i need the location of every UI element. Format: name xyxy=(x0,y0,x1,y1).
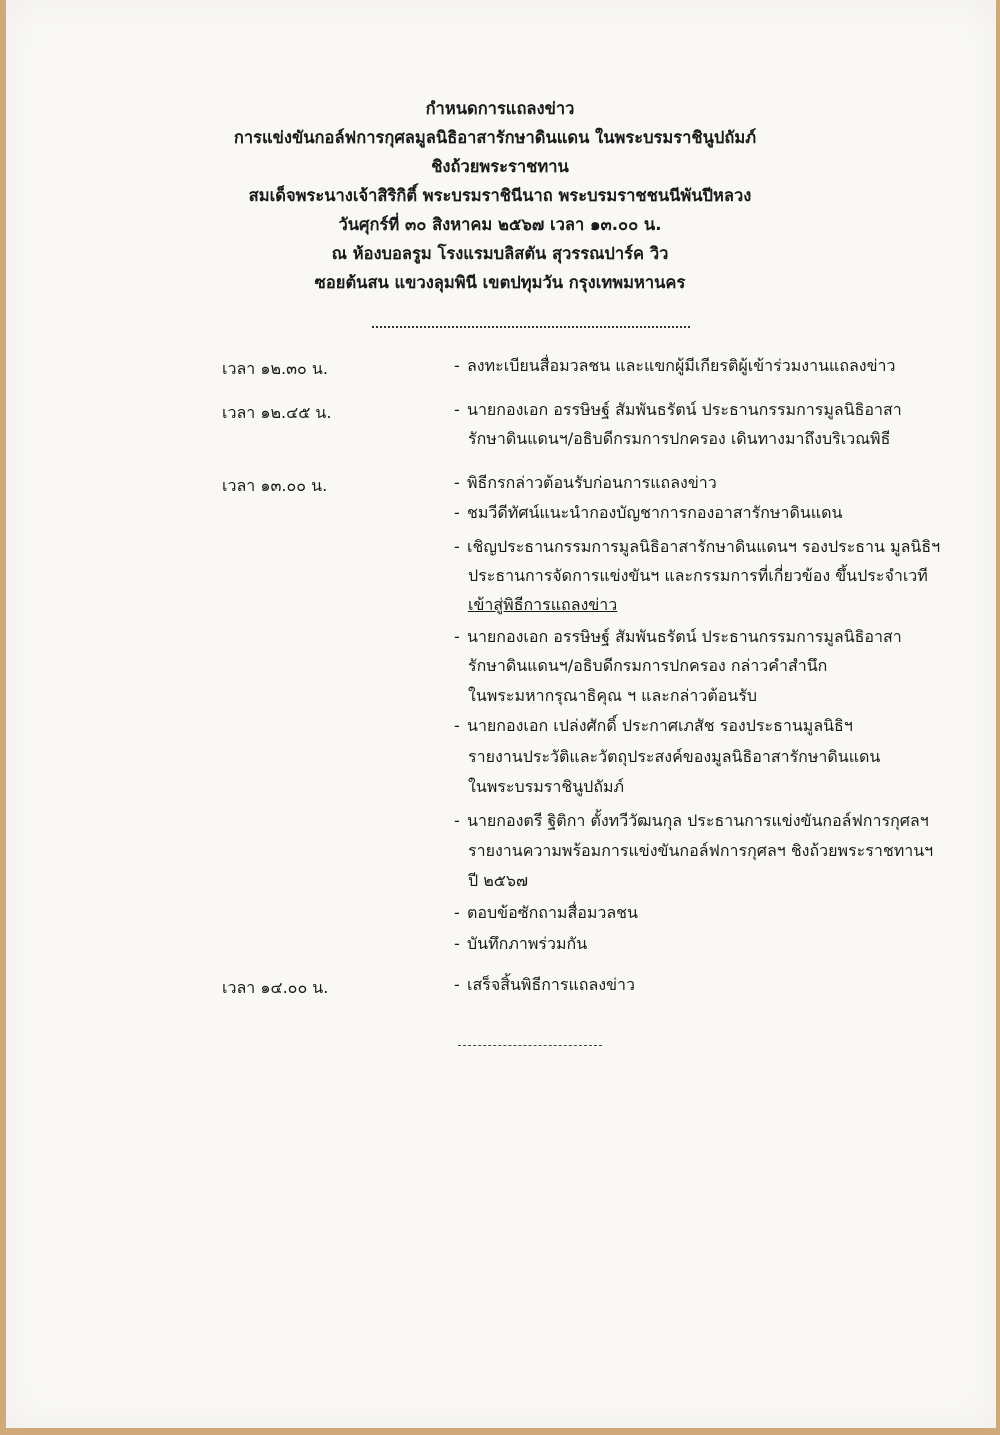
schedule-item-continued: ปี ๒๕๖๗ xyxy=(468,871,529,890)
schedule-item: - บันทึกภาพร่วมกัน xyxy=(454,934,588,953)
schedule-time: เวลา ๑๔.๐๐ น. xyxy=(222,978,329,997)
schedule-item-continued: ในพระมหากรุณาธิคุณ ฯ และกล่าวต้อนรับ xyxy=(468,686,757,705)
schedule-item: - เชิญประธานกรรมการมูลนิธิอาสารักษาดินแดนฯ รองประธาน มูลนิธิฯ xyxy=(454,537,941,556)
header-title: กำหนดการแถลงข่าว xyxy=(425,99,575,118)
dotted-divider xyxy=(372,316,690,328)
document-header xyxy=(0,94,1000,297)
schedule-time: เวลา ๑๒.๓๐ น. xyxy=(222,359,328,378)
schedule-item-continued: รายงานประวัติและวัตถุประสงค์ของมูลนิธิอาสารักษาดินแดน xyxy=(468,747,881,766)
schedule-item-continued: ในพระบรมราชินูปถัมภ์ xyxy=(468,777,625,796)
schedule-item-continued: รักษาดินแดนฯ/อธิบดีกรมการปกครอง เดินทางมาถึงบริเวณพิธี xyxy=(468,429,891,448)
header-royal-name: สมเด็จพระนางเจ้าสิริกิติ์ พระบรมราชินีนาถ พระบรมราชชนนีพันปีหลวง xyxy=(248,186,752,205)
schedule-item: - นายกองเอก อรรษิษฐ์ สัมพันธรัตน์ ประธานกรรมการมูลนิธิอาสา xyxy=(454,627,902,646)
schedule-item: - ชมวีดีทัศน์แนะนำกองบัญชาการกองอาสารักษาดินแดน xyxy=(454,503,843,522)
schedule-item: - นายกองเอก เปล่งศักดิ์ ประกาศเภสัช รองประธานมูลนิธิฯ xyxy=(454,716,853,735)
schedule-item: - นายกองเอก อรรษิษฐ์ สัมพันธรัตน์ ประธานกรรมการมูลนิธิอาสา xyxy=(454,400,902,419)
schedule-time: เวลา ๑๒.๔๕ น. xyxy=(222,403,332,422)
header-date-time: วันศุกร์ที่ ๓๐ สิงหาคม ๒๕๖๗ เวลา ๑๓.๐๐ น. xyxy=(338,215,662,234)
header-event-name: การแข่งขันกอล์ฟการกุศลมูลนิธิอาสารักษาดินแดน ในพระบรมราชินูปถัมภ์ xyxy=(233,128,757,147)
schedule-item: - ตอบข้อซักถามสื่อมวลชน xyxy=(454,903,638,922)
schedule-item: - เสร็จสิ้นพิธีการแถลงข่าว xyxy=(454,975,636,994)
schedule-item-continued: รายงานความพร้อมการแข่งขันกอล์ฟการกุศลฯ ชิงถ้วยพระราชทานฯ xyxy=(468,841,934,860)
schedule-item: - นายกองตรี ฐิติกา ตั้งทวีวัฒนกุล ประธานการแข่งขันกอล์ฟการกุศลฯ xyxy=(454,811,929,830)
end-divider xyxy=(458,1043,602,1046)
schedule-item-continued: เข้าสู่พิธีการแถลงข่าว xyxy=(468,595,618,614)
header-venue: ณ ห้องบอลรูม โรงแรมบลิสตัน สุวรรณปาร์ค วิว xyxy=(331,244,669,263)
header-trophy: ชิงถ้วยพระราชทาน xyxy=(431,157,569,176)
schedule-time: เวลา ๑๓.๐๐ น. xyxy=(222,476,328,495)
schedule-item: - พิธีกรกล่าวต้อนรับก่อนการแถลงข่าว xyxy=(454,473,717,492)
header-address: ซอยต้นสน แขวงลุมพินี เขตปทุมวัน กรุงเทพมหานคร xyxy=(314,273,686,292)
schedule-item-continued: รักษาดินแดนฯ/อธิบดีกรมการปกครอง กล่าวคำสำนึก xyxy=(468,656,828,675)
schedule-item-continued: ประธานการจัดการแข่งขันฯ และกรรมการที่เกี่ยวข้อง ขึ้นประจำเวที xyxy=(468,566,928,585)
schedule-item: - ลงทะเบียนสื่อมวลชน และแขกผู้มีเกียรติผู้เข้าร่วมงานแถลงข่าว xyxy=(454,356,896,375)
